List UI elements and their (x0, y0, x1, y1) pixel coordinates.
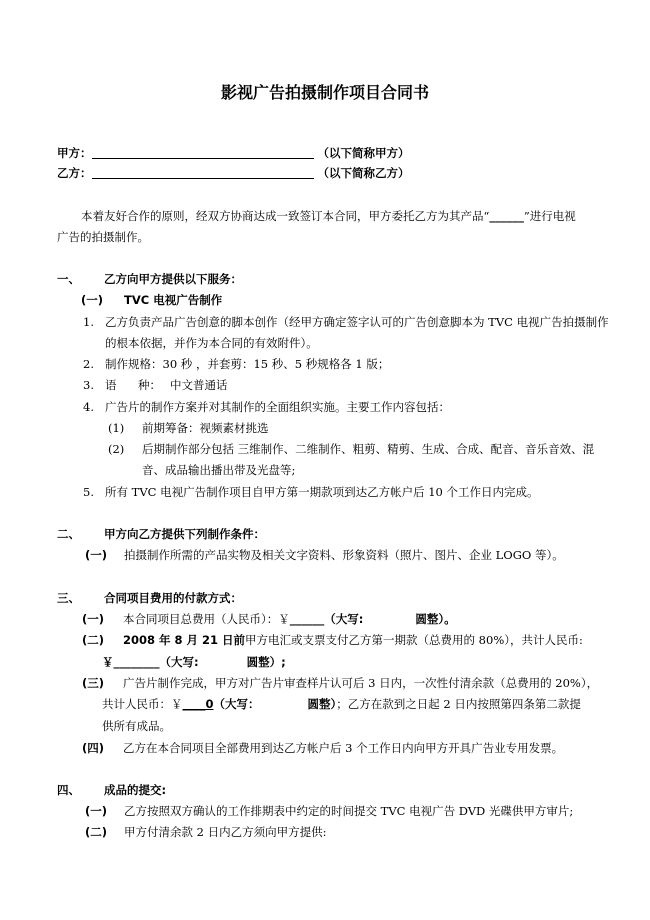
s1-item-3-label-1: 语 (105, 378, 117, 392)
section-2-number: 二、 (57, 527, 80, 541)
s1-point-1-number: (1) (108, 421, 125, 435)
s3-first-payment-capital-end: 圆整）; (246, 655, 286, 669)
s3-balance-capital-end: 圆整） (307, 697, 337, 711)
s1-point-2-number: (2) (108, 442, 125, 456)
s3-balance-capital: （大写： (213, 697, 260, 711)
s3-item-1-number: (一) (82, 612, 105, 626)
party-a-line (57, 146, 410, 160)
s1-item-2: 制作规格：30 秒 ，并套剪：15 秒、5 秒规格各 1 版； (105, 357, 390, 371)
s1-item-3-number: 3. (83, 378, 94, 392)
s3-total-capital-end: 圆整）。 (415, 612, 456, 626)
s3-balance-amount: ____0 (182, 697, 214, 711)
section-3-number: 三、 (57, 591, 80, 605)
section-4-heading: 成品的提交: (104, 783, 167, 797)
section-1-number: 一、 (57, 272, 80, 286)
s2-sub-text: 拍摄制作所需的产品实物及相关文字资料、形象资料（照片、图片、企业 LOGO 等）。 (124, 548, 564, 562)
party-a-label: 甲方： (57, 146, 92, 160)
party-a-blank (92, 146, 314, 159)
s1-sub-number: (一) (81, 293, 104, 307)
page-title: 影视广告拍摄制作项目合同书 (220, 83, 429, 102)
s1-item-1-number: 1. (83, 315, 94, 329)
s4-item-1-number: (一) (85, 804, 108, 818)
s3-total-label: 本合同项目总费用（人民币）：￥ (123, 612, 290, 626)
s3-item-3-line-a: 广告片制作完成，甲方对广告片审查样片认可后 3 日内，一次性付清余款（总费用的 20%）， (123, 676, 599, 690)
s1-item-1-line-a: 乙方负责产品广告创意的脚本创作（经甲方确定签字认可的广告创意脚本为 TVC 电视广告拍摄制作 (105, 315, 609, 329)
s3-first-payment-blank: ________ (113, 655, 160, 669)
intro-line-1 (81, 209, 576, 223)
s1-point-1: 前期筹备：视频素材挑选 (142, 421, 269, 435)
s3-item-2-line (123, 633, 583, 647)
s1-point-2-line-b: 音、成品输出播出带及光盘等; (142, 463, 296, 477)
s4-item-2-text: 甲方付清余款 2 日内乙方须向甲方提供: (124, 825, 327, 839)
s4-item-2-number: (二) (85, 825, 108, 839)
s3-first-payment-text: 甲方电汇或支票支付乙方第一期款（总费用的 80%），共计人民币: (245, 633, 583, 647)
s3-item-3-number: (三) (82, 676, 105, 690)
s3-item-2-number: (二) (82, 633, 105, 647)
section-3-heading: 合同项目费用的付款方式： (104, 591, 242, 605)
s1-item-5-number: 5. (83, 485, 94, 499)
intro-line-2: 广告的拍摄制作。 (57, 230, 149, 244)
party-a-suffix: （以下简称甲方） (317, 146, 410, 160)
section-1-heading: 乙方向甲方提供以下服务： (104, 272, 242, 286)
s3-balance-label: 共计人民币：￥ (102, 697, 183, 711)
s3-total-capital-label: （大写: (324, 612, 364, 626)
s3-item-4-number: (四) (82, 741, 105, 755)
s3-item-3-line-b (102, 697, 581, 711)
s3-item-2-line-b (102, 655, 286, 669)
section-2-heading: 甲方向乙方提供下列制作条件： (104, 527, 265, 541)
s3-first-payment-yen: ￥ (102, 655, 114, 669)
s1-item-3-label-2: 种： (138, 378, 161, 392)
s1-item-4-number: 4. (83, 400, 94, 414)
s2-sub-number: (一) (85, 548, 108, 562)
intro-product-blank: ______ (489, 209, 524, 223)
s1-sub-title: TVC 电视广告制作 (124, 293, 223, 307)
s1-item-1-line-b: 的根本依据，并作为本合同的有效附件）。 (105, 336, 318, 350)
s3-item-1-line (123, 612, 456, 626)
s3-first-payment-date: 2008 年 8 月 21 日前 (123, 633, 246, 647)
party-b-blank (92, 166, 314, 179)
s3-balance-delivery-text: ；乙方在款到之日起 2 日内按照第四条第二款提 (336, 697, 581, 711)
s3-item-4-text: 乙方在本合同项目全部费用到达乙方帐户后 3 个工作日内向甲方开具广告业专用发票。 (123, 741, 564, 755)
intro-text-b: ”进行电视 (523, 209, 576, 223)
s3-first-payment-capital: （大写: (159, 655, 199, 669)
intro-text-a: 本着友好合作的原则，经双方协商达成一致签订本合同，甲方委托乙方为其产品“ (81, 209, 490, 223)
party-b-suffix: （以下简称乙方） (317, 166, 410, 180)
s1-item-4: 广告片的制作方案并对其制作的全面组织实施。主要工作内容包括： (105, 400, 450, 414)
s1-item-2-number: 2. (83, 357, 94, 371)
s3-item-3-line-c: 供所有成品。 (102, 719, 171, 733)
s1-point-2-line-a: 后期制作部分包括 三维制作、二维制作、粗剪、精剪、生成、合成、配音、音乐音效、混 (142, 442, 595, 456)
s3-total-amount-blank: ______ (289, 612, 325, 626)
s1-item-3-value: 中文普通话 (170, 378, 228, 392)
section-4-number: 四、 (57, 783, 80, 797)
s1-item-5: 所有 TVC 电视广告制作项目自甲方第一期款项到达乙方帐户后 10 个工作日内完成。 (105, 485, 539, 499)
party-b-line (57, 166, 410, 180)
s4-item-1-text: 乙方按照双方确认的工作排期表中约定的时间提交 TVC 电视广告 DVD 光碟供甲方审片; (124, 804, 574, 818)
party-b-label: 乙方： (57, 166, 92, 180)
